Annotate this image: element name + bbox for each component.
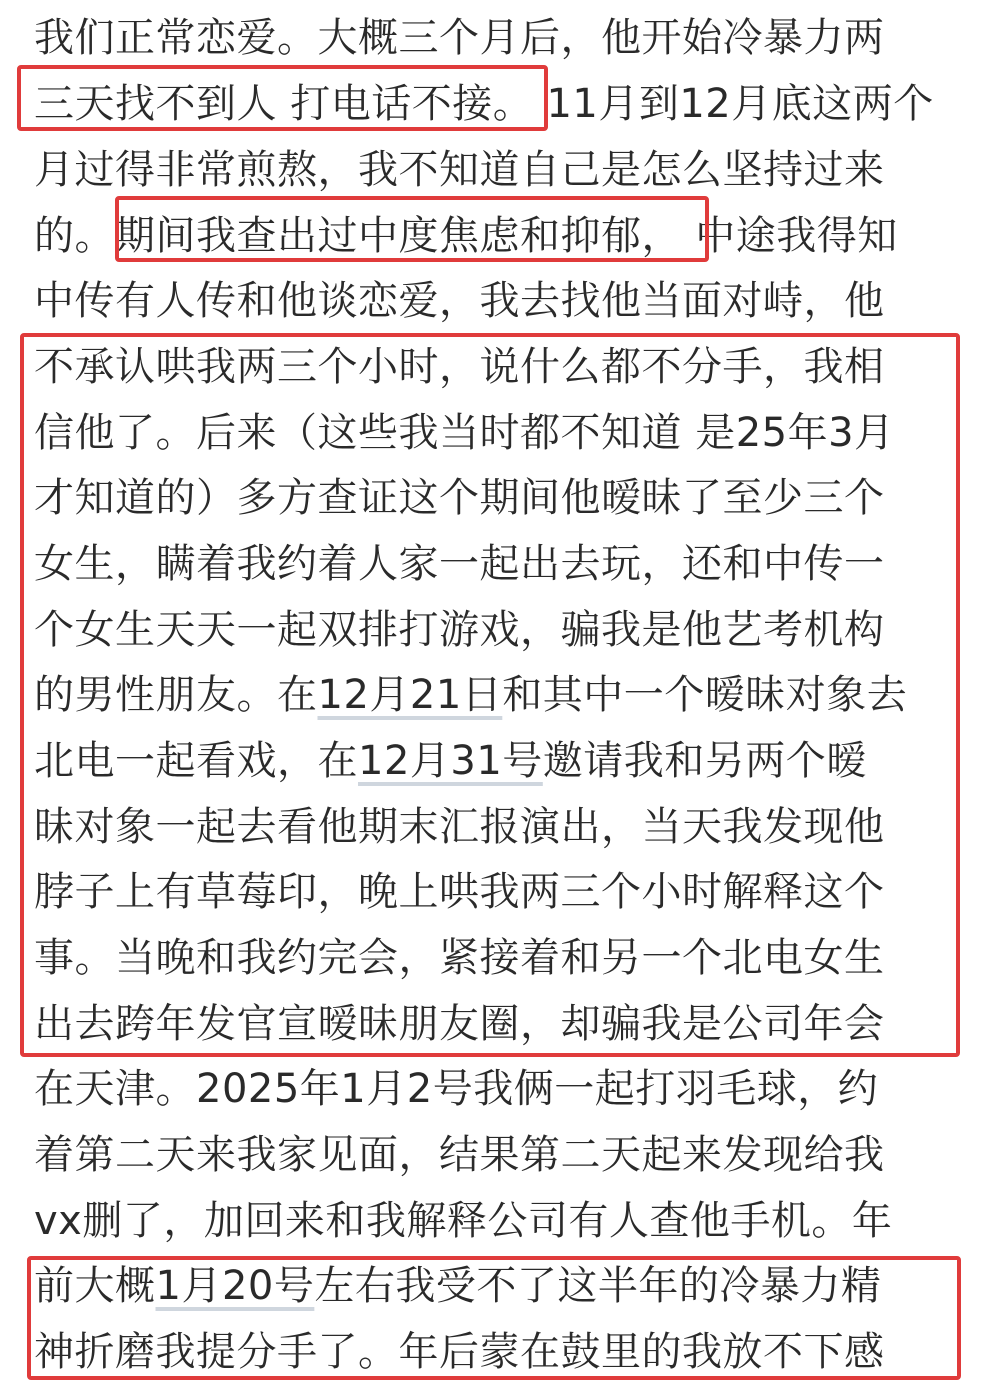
text-line-7 (34, 400, 895, 466)
text-segment: 中途我得知 (695, 213, 898, 259)
text-segment: 昧对象一起去看他期末汇报演出，当天我发现他 (34, 804, 885, 850)
text-line-4 (34, 203, 898, 269)
text-segment: 我们正常恋爱。大概三个月后，他开始冷暴力两 (34, 15, 885, 61)
text-line-19 (34, 1188, 892, 1254)
text-segment: 月过得非常煎熬，我不知道自己是怎么坚持过来 (34, 147, 885, 193)
text-line-10 (34, 597, 885, 663)
text-segment: 的。 (34, 213, 115, 259)
text-segment: vx删了，加回来和我解释公司有人查他手机。年 (34, 1198, 893, 1244)
text-line-8 (34, 465, 885, 531)
text-segment: 左右我受不了这半年的冷暴力精 (314, 1263, 882, 1309)
text-segment: 的男性朋友。在 (34, 672, 318, 718)
text-line-20 (34, 1253, 881, 1319)
text-segment: 和其中一个暧昧对象去 (502, 672, 908, 718)
text-line-18 (34, 1122, 885, 1188)
text-line-17 (34, 1056, 878, 1122)
text-line-15 (34, 925, 885, 991)
text-line-12 (34, 728, 867, 794)
text-line-21 (34, 1319, 885, 1385)
text-line-13 (34, 794, 885, 860)
text-segment: 着第二天来我家见面，结果第二天起来发现给我 (34, 1132, 885, 1178)
text-segment: 才知道的）多方查证这个期间他暧昧了至少三个 (34, 475, 885, 521)
text-line-16 (34, 991, 885, 1057)
text-segment: 出去跨年发官宣暧昧朋友圈，却骗我是公司年会 (34, 1001, 885, 1047)
text-segment: 不承认哄我两三个小时，说什么都不分手，我相 (34, 344, 885, 390)
text-segment: 在天津。2025年1月2号我俩一起打羽毛球，约 (34, 1066, 879, 1112)
text-segment: 个女生天天一起双排打游戏，骗我是他艺考机构 (34, 607, 885, 653)
text-line-6 (34, 334, 885, 400)
text-segment: 女生，瞒着我约着人家一起出去玩，还和中传一 (34, 541, 885, 587)
text-segment: 中传有人传和他谈恋爱，我去找他当面对峙，他 (34, 278, 885, 324)
text-line-14 (34, 859, 885, 925)
text-segment: 邀请我和另两个暧 (542, 738, 867, 784)
text-segment: 神折磨我提分手了。年后蒙在鼓里的我放不下感 (34, 1329, 885, 1375)
date-text: 1月20号 (155, 1263, 315, 1309)
text-segment: 前大概 (34, 1263, 156, 1309)
text-line-1 (34, 5, 885, 71)
date-text: 12月31号 (358, 738, 543, 784)
text-line-9 (34, 531, 885, 597)
text-segment: 脖子上有草莓印，晚上哄我两三个小时解释这个 (34, 869, 885, 915)
text-segment: 11月到12月底这两个 (546, 81, 934, 127)
text-segment: 期间我查出过中度焦虑和抑郁， (115, 213, 682, 259)
text-segment: 三天找不到人 打电话不接。 (34, 81, 534, 127)
text-segment: 信他了。后来（这些我当时都不知道 是25年3月 (34, 410, 895, 456)
text-line-2 (34, 71, 934, 137)
text-segment: 北电一起看戏，在 (34, 738, 358, 784)
text-line-5 (34, 268, 885, 334)
text-segment: 事。当晚和我约完会，紧接着和另一个北电女生 (34, 935, 885, 981)
text-line-3 (34, 137, 885, 203)
date-text: 12月21日 (317, 672, 503, 718)
text-line-11 (34, 662, 907, 728)
